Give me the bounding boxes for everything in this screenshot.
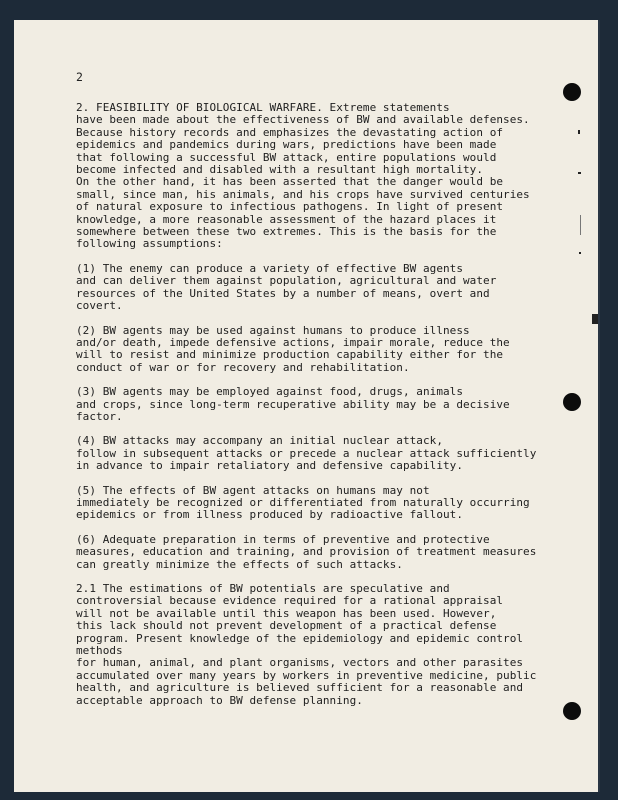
assumption-3: (3) BW agents may be employed against food, drugs, animals and crops, since long-term recuperative ability may be a decisive factor.	[76, 385, 510, 423]
paper-mark	[580, 215, 581, 235]
paragraph-2-1: 2.1 The estimations of BW potentials are speculative and controversial because evidence required for a rational appraisal will not be available until this weapon has been used. However, this lack should not prevent development of a practical defense program. Present knowledge of the epidemiology and epidemic control methods for human, animal, and plant organisms, vectors and other parasites accumulated over many years by workers in preventive medicine, public health, and agriculture is believed sufficient for a reasonable and acceptable approach to BW defense planning.	[76, 582, 537, 707]
paper-edge-tear	[592, 314, 598, 324]
assumption-5: (5) The effects of BW agent attacks on humans may not immediately be recognized or differentiated from naturally occurring epidemics or from illness produced by radioactive fallout.	[76, 483, 530, 522]
paragraph-feasibility: 2. FEASIBILITY OF BIOLOGICAL WARFARE. Extreme statements have been made about the effectiveness of BW and available defenses. Because history records and emphasizes the devastating action of epidemics and pandemics during wars, predictions have been made that following a successful BW attack, entire populations would become infected and disabled with a resultant high mortality. On the other hand, it has been asserted that the danger would be small, since man, his animals, and his crops have survived centuries of natural exposure to infectious pathogens. In light of present knowledge, a more reasonable assessment of the hazard places it somewhere between these two extremes. This is the basis for the following assumptions:	[76, 101, 530, 251]
assumption-6: (6) Adequate preparation in terms of preventive and protective measures, education and training, and provision of treatment measures can greatly minimize the effects of such attacks.	[76, 532, 537, 571]
paper-speck	[578, 130, 580, 134]
assumption-2: (2) BW agents may be used against humans to produce illness and/or death, impede defensive actions, impair morale, reduce the will to resist and minimize production capability either for the conduct of war or for recovery and rehabilitation.	[76, 323, 510, 374]
assumption-1: (1) The enemy can produce a variety of effective BW agents and can deliver them against population, agricultural and water resources of the United States by a number of means, overt and covert.	[76, 261, 497, 313]
paper-speck	[579, 252, 581, 254]
assumption-4: (4) BW attacks may accompany an initial nuclear attack, follow in subsequent attacks or precede a nuclear attack sufficiently in advance to impair retaliatory and defensive capability.	[76, 434, 537, 473]
punch-hole-middle	[563, 393, 581, 411]
punch-hole-top	[563, 83, 581, 101]
document-body	[76, 102, 546, 719]
paper-speck	[578, 172, 581, 174]
punch-hole-bottom	[563, 702, 581, 720]
page-number: 2	[76, 70, 83, 84]
